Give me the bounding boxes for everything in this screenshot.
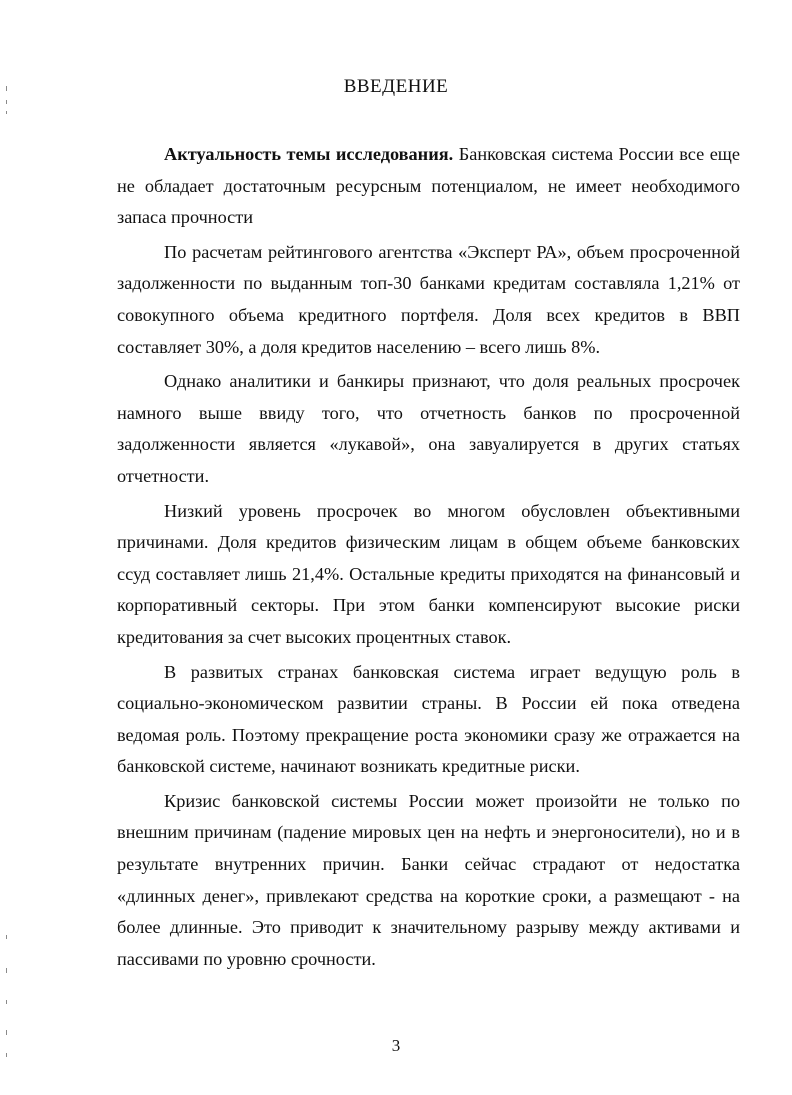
scan-artifact [6,1030,7,1035]
paragraph-text: Банковская система России все еще не обладает достаточным ресурсным потенциалом, не имеет необходимого запаса прочности [117,144,741,228]
paragraph-text: По расчетам рейтингового агентства «Эксперт РА», объем просроченной задолженности по выданным топ-30 банками кредитам составляла 1,21% от совокупного объема кредитного портфеля. Доля всех кредитов в ВВП составляет 30%, а доля кредитов населению – всего лишь 8%. [117,241,740,357]
scan-artifact [6,100,7,104]
body-text [117,139,740,978]
scan-artifact [6,968,7,973]
paragraph [117,237,740,363]
paragraph [117,786,740,976]
scan-artifact [6,111,7,114]
paragraph-text: В развитых странах банковская система играет ведущую роль в социально-экономическом развитии страны. В России ей пока отведена ведомая роль. Поэтому прекращение роста экономики сразу же отражается на банковской системе, начинают возникать кредитные риски. [117,661,740,777]
paragraph [117,139,740,234]
scan-artifact [6,935,7,939]
paragraph-text: Низкий уровень просрочек во многом обусловлен объективными причинами. Доля кредитов физическим лицам в общем объеме банковских ссуд составляет лишь 21,4%. Остальные кредиты приходятся на финансовый и корпоративный секторы. При этом банки компенсируют высокие риски кредитования за счет высоких процентных ставок. [117,500,740,647]
paragraph-lead: Актуальность темы исследования. [164,144,454,164]
paragraph [117,657,740,783]
paragraph [117,366,740,492]
paragraph [117,496,740,654]
paragraph-text: Однако аналитики и банкиры признают, что доля реальных просрочек намного выше ввиду того, что отчетность банков по просроченной задолженности является «лукавой», она завуалируется в других статьях отчетности. [117,371,740,486]
scan-artifact [6,1000,7,1004]
page-title: ВВЕДЕНИЕ [343,76,449,97]
paragraph-text: Кризис банковской системы России может произойти не только по внешним причинам (падение мировых цен на нефть и энергоносители), но и в результате внутренних причин. Банки сейчас страдают от недостатка «длинных денег», привлекают средства на короткие сроки, а размещают - на более длинные. Это приводит к значительному разрыву между активами и пассивами по уровню срочности. [117,790,740,969]
page-number: 3 [391,1036,401,1055]
